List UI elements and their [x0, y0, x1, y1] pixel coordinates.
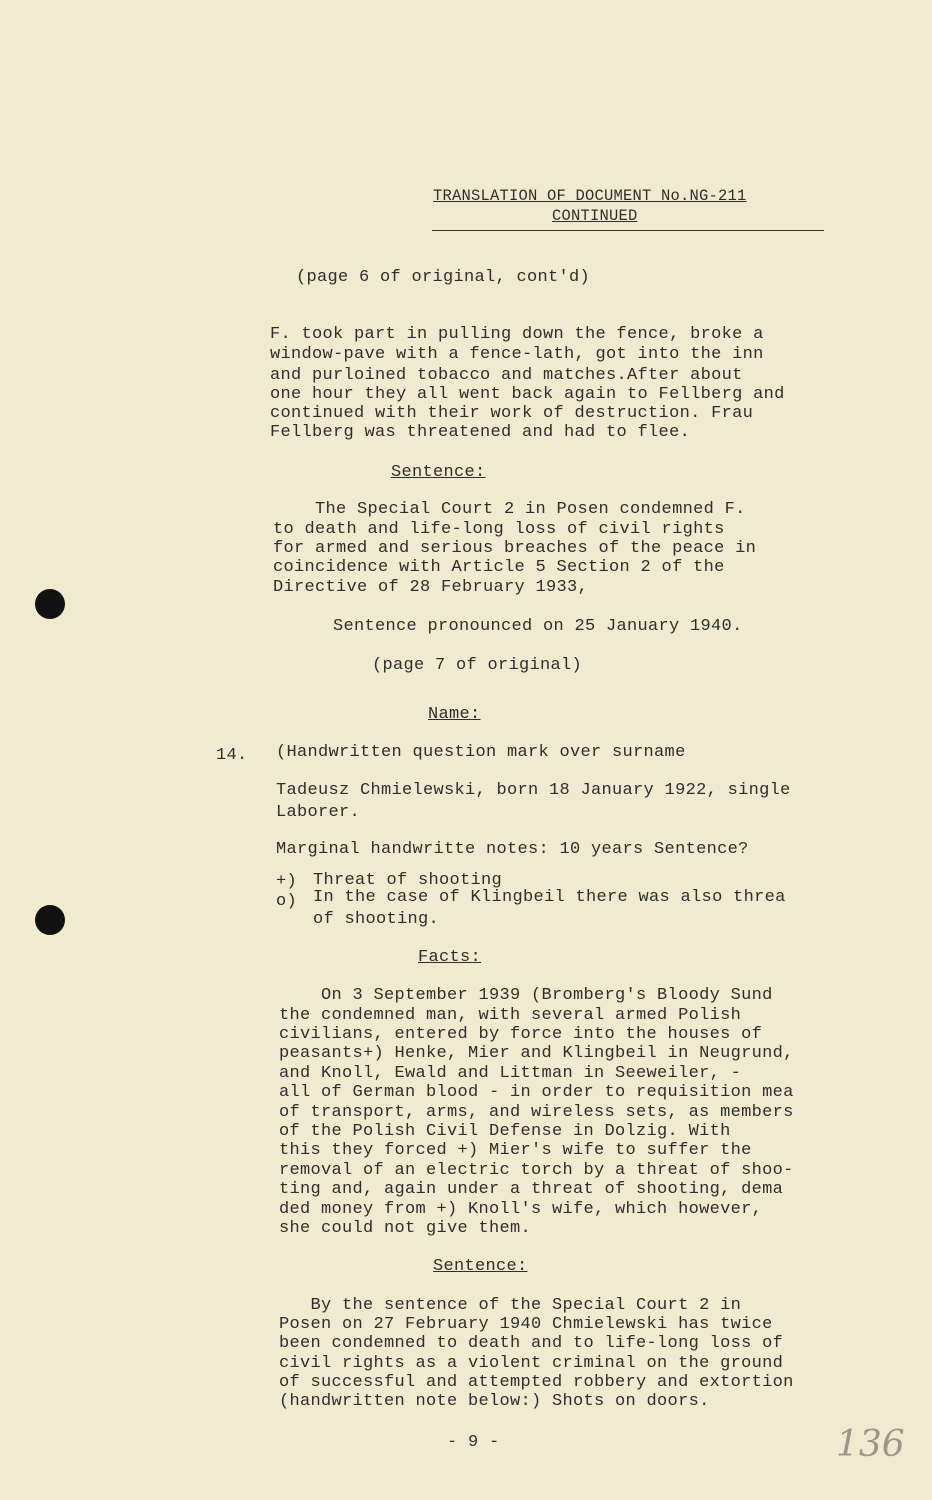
note-mark: o): [276, 892, 298, 911]
sentence-line: for armed and serious breaches of the peace in: [273, 539, 757, 558]
paragraph-line: and purloined tobacco and matches.After about: [270, 366, 743, 385]
handwritten-note-line: (Handwritten question mark over surname: [276, 743, 686, 762]
paragraph-line: one hour they all went back again to Fellberg and: [270, 385, 785, 404]
page-reference-7: (page 7 of original): [372, 656, 583, 675]
header-subtitle: CONTINUED: [552, 207, 638, 225]
sentence-line: coincidence with Article 5 Section 2 of the: [273, 558, 725, 577]
facts-heading: Facts:: [418, 948, 482, 967]
sentence-line: civil rights as a violent criminal on the ground: [279, 1354, 784, 1373]
note-mark: +): [276, 872, 298, 891]
sentence-line: of successful and attempted robbery and extortion: [279, 1373, 794, 1392]
header-title: TRANSLATION OF DOCUMENT No.NG-211: [433, 187, 747, 205]
note-line: In the case of Klingbeil there was also threa: [313, 888, 786, 907]
handwritten-page-number: 136: [836, 1424, 905, 1465]
facts-line: removal of an electric torch by a threat of shoo-: [279, 1161, 794, 1180]
header-rule: [432, 230, 824, 231]
sentence-line: Directive of 28 February 1933,: [273, 578, 589, 597]
paragraph-line: continued with their work of destruction. Frau: [270, 404, 754, 423]
paragraph-line: window-pave with a fence-lath, got into the inn: [270, 345, 764, 364]
paragraph-line: F. took part in pulling down the fence, broke a: [270, 325, 764, 344]
note-line: of shooting.: [313, 910, 440, 929]
sentence-line: By the sentence of the Special Court 2 in: [279, 1296, 742, 1315]
name-heading: Name:: [428, 705, 481, 724]
person-line: Laborer.: [276, 803, 361, 822]
facts-line: peasants+) Henke, Mier and Klingbeil in Neugrund,: [279, 1044, 794, 1063]
punch-hole-bottom: [35, 905, 65, 935]
sentence-line: Posen on 27 February 1940 Chmielewski has twice: [279, 1315, 773, 1334]
sentence-line: been condemned to death and to life-long loss of: [279, 1334, 784, 1353]
facts-line: she could not give them.: [279, 1219, 532, 1238]
facts-line: and Knoll, Ewald and Littman in Seeweiler, -: [279, 1064, 742, 1083]
facts-line: On 3 September 1939 (Bromberg's Bloody Sund: [279, 986, 773, 1005]
page-number: - 9 -: [447, 1433, 500, 1452]
sentence-pronounced: Sentence pronounced on 25 January 1940.: [333, 617, 743, 636]
punch-hole-top: [35, 589, 65, 619]
facts-line: this they forced +) Mier's wife to suffer the: [279, 1141, 752, 1160]
page-reference-6: (page 6 of original, cont'd): [296, 268, 591, 287]
sentence-line: to death and life-long loss of civil rights: [273, 520, 725, 539]
facts-line: ting and, again under a threat of shooting, dema: [279, 1180, 784, 1199]
facts-line: ded money from +) Knoll's wife, which however,: [279, 1200, 763, 1219]
note-line: Threat of shooting: [313, 871, 503, 890]
sentence-heading: Sentence:: [391, 463, 486, 482]
facts-line: of the Polish Civil Defense in Dolzig. With: [279, 1122, 731, 1141]
person-line: Tadeusz Chmielewski, born 18 January 1922, single: [276, 781, 791, 800]
entry-number: 14.: [216, 746, 248, 765]
facts-line: civilians, entered by force into the houses of: [279, 1025, 763, 1044]
sentence-heading: Sentence:: [433, 1257, 528, 1276]
marginal-notes: Marginal handwritte notes: 10 years Sentence?: [276, 840, 749, 859]
facts-line: of transport, arms, and wireless sets, as members: [279, 1103, 794, 1122]
paragraph-line: Fellberg was threatened and had to flee.: [270, 423, 691, 442]
sentence-line: The Special Court 2 in Posen condemned F.: [273, 500, 746, 519]
facts-line: all of German blood - in order to requisition mea: [279, 1083, 794, 1102]
facts-line: the condemned man, with several armed Polish: [279, 1006, 742, 1025]
sentence-line: (handwritten note below:) Shots on doors.: [279, 1392, 710, 1411]
